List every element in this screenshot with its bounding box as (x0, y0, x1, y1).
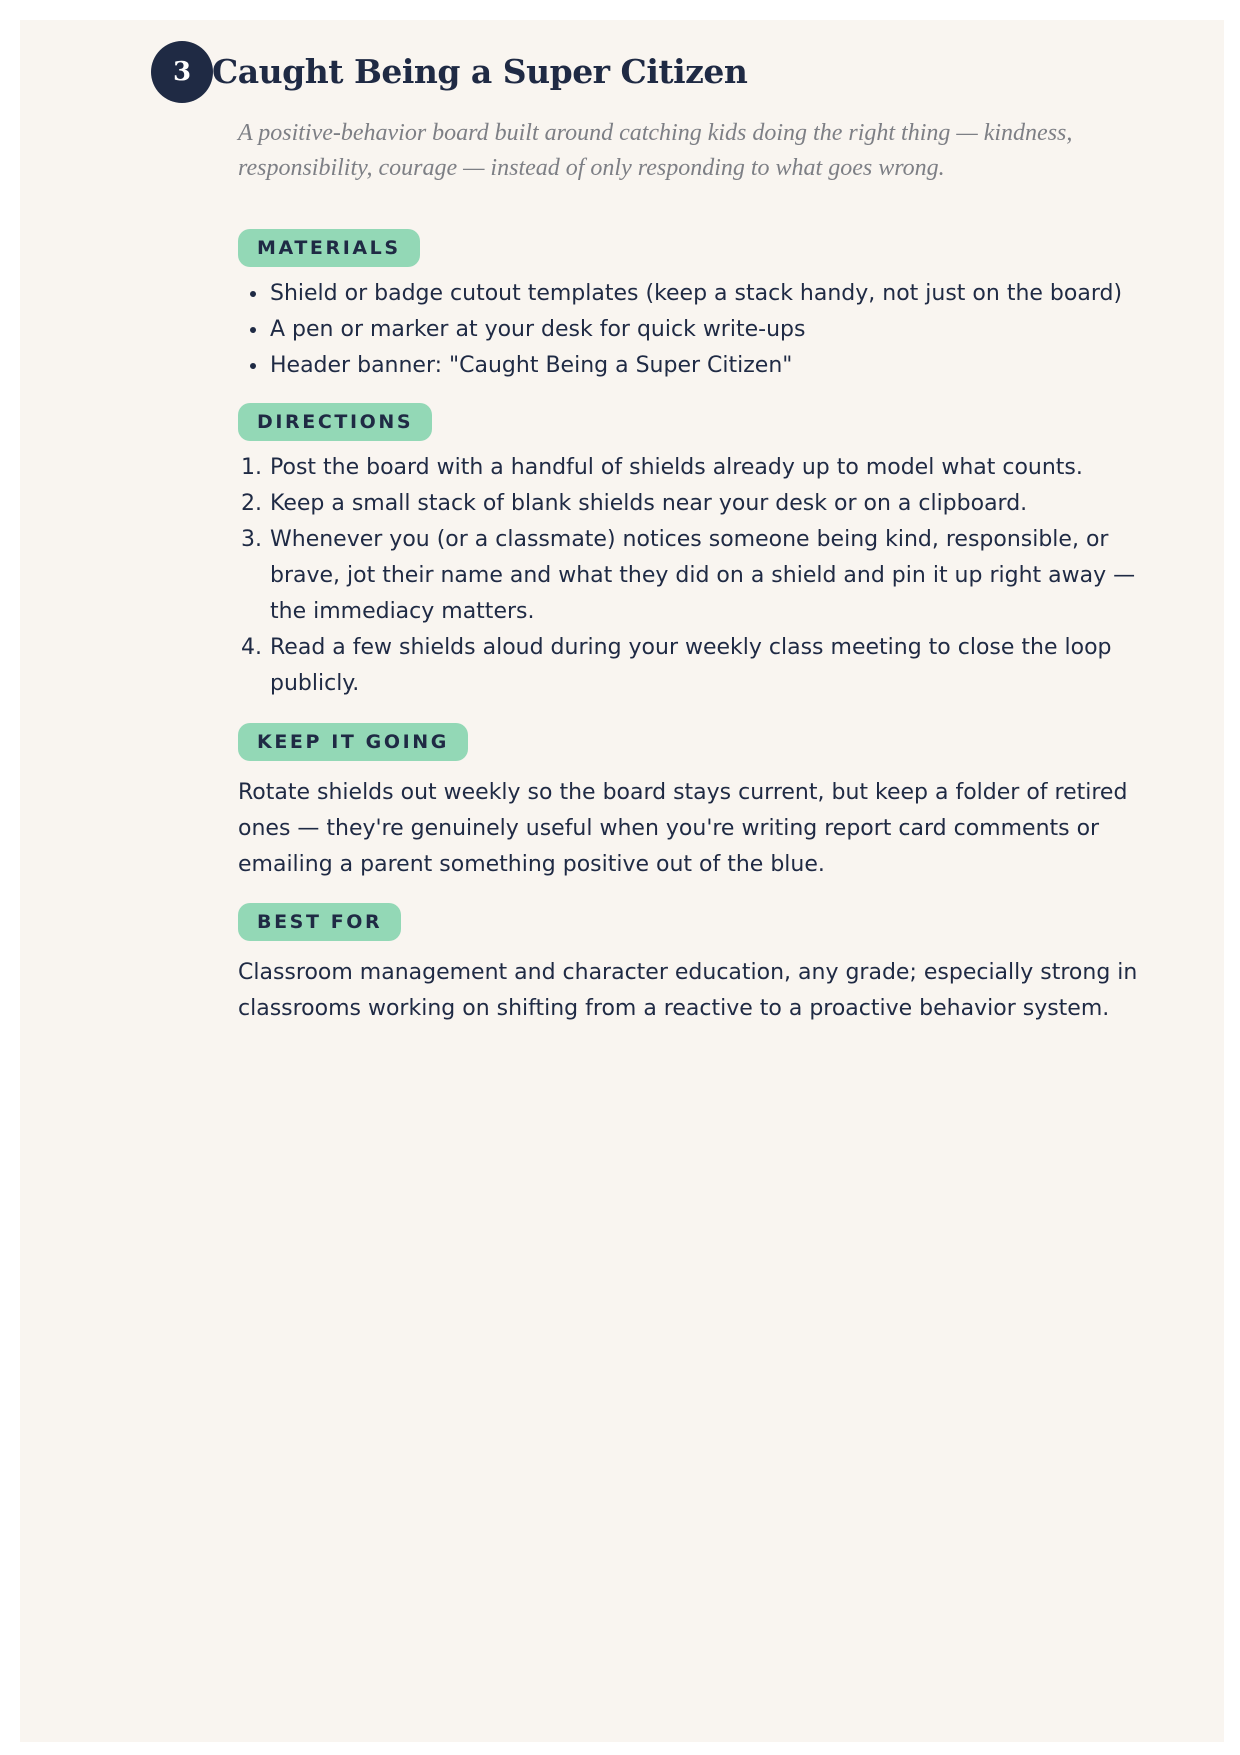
list-item: • A pen or marker at your desk for quick write-ups (269, 312, 1138, 348)
best-for-tag: BEST FOR (238, 903, 401, 941)
directions-list (238, 450, 1138, 702)
list-item: • Shield or badge cutout templates (keep a stack handy, not just on the board) (269, 276, 1138, 312)
section-number-badge: 3 (151, 41, 213, 103)
document-page (20, 20, 1224, 1742)
list-item: • Header banner: "Caught Being a Super Citizen" (269, 348, 1138, 384)
list-item: 4. Read a few shields aloud during your weekly class meeting to close the loop publicly. (269, 630, 1138, 702)
list-item: 3. Whenever you (or a classmate) notices someone being kind, responsible, or brave, jot their name and what they did on a shield and pin it up right away — the immediacy matters. (269, 522, 1138, 630)
directions-tag: DIRECTIONS (238, 403, 432, 441)
best-for-text: Classroom management and character education, any grade; especially strong in classrooms working on shifting from a reactive to a proactive behavior system. (238, 960, 1138, 1021)
list-item: 1. Post the board with a handful of shields already up to model what counts. (269, 450, 1138, 486)
keep-it-going-text: Rotate shields out weekly so the board stays current, but keep a folder of retired ones — they're genuinely useful when you're writing report card comments or emailing a parent something positive out of the blue. (238, 780, 1128, 877)
list-item: 2. Keep a small stack of blank shields near your desk or on a clipboard. (269, 486, 1138, 522)
content-column (238, 116, 1138, 1027)
page-title: Caught Being a Super Citizen (212, 52, 748, 91)
subtitle: A positive-behavior board built around catching kids doing the right thing — kindness, responsibility, courage — instead of only responding to what goes wrong. (238, 120, 1073, 181)
materials-list (238, 276, 1138, 384)
materials-tag: MATERIALS (238, 229, 420, 267)
keep-it-going-tag: KEEP IT GOING (238, 723, 468, 761)
